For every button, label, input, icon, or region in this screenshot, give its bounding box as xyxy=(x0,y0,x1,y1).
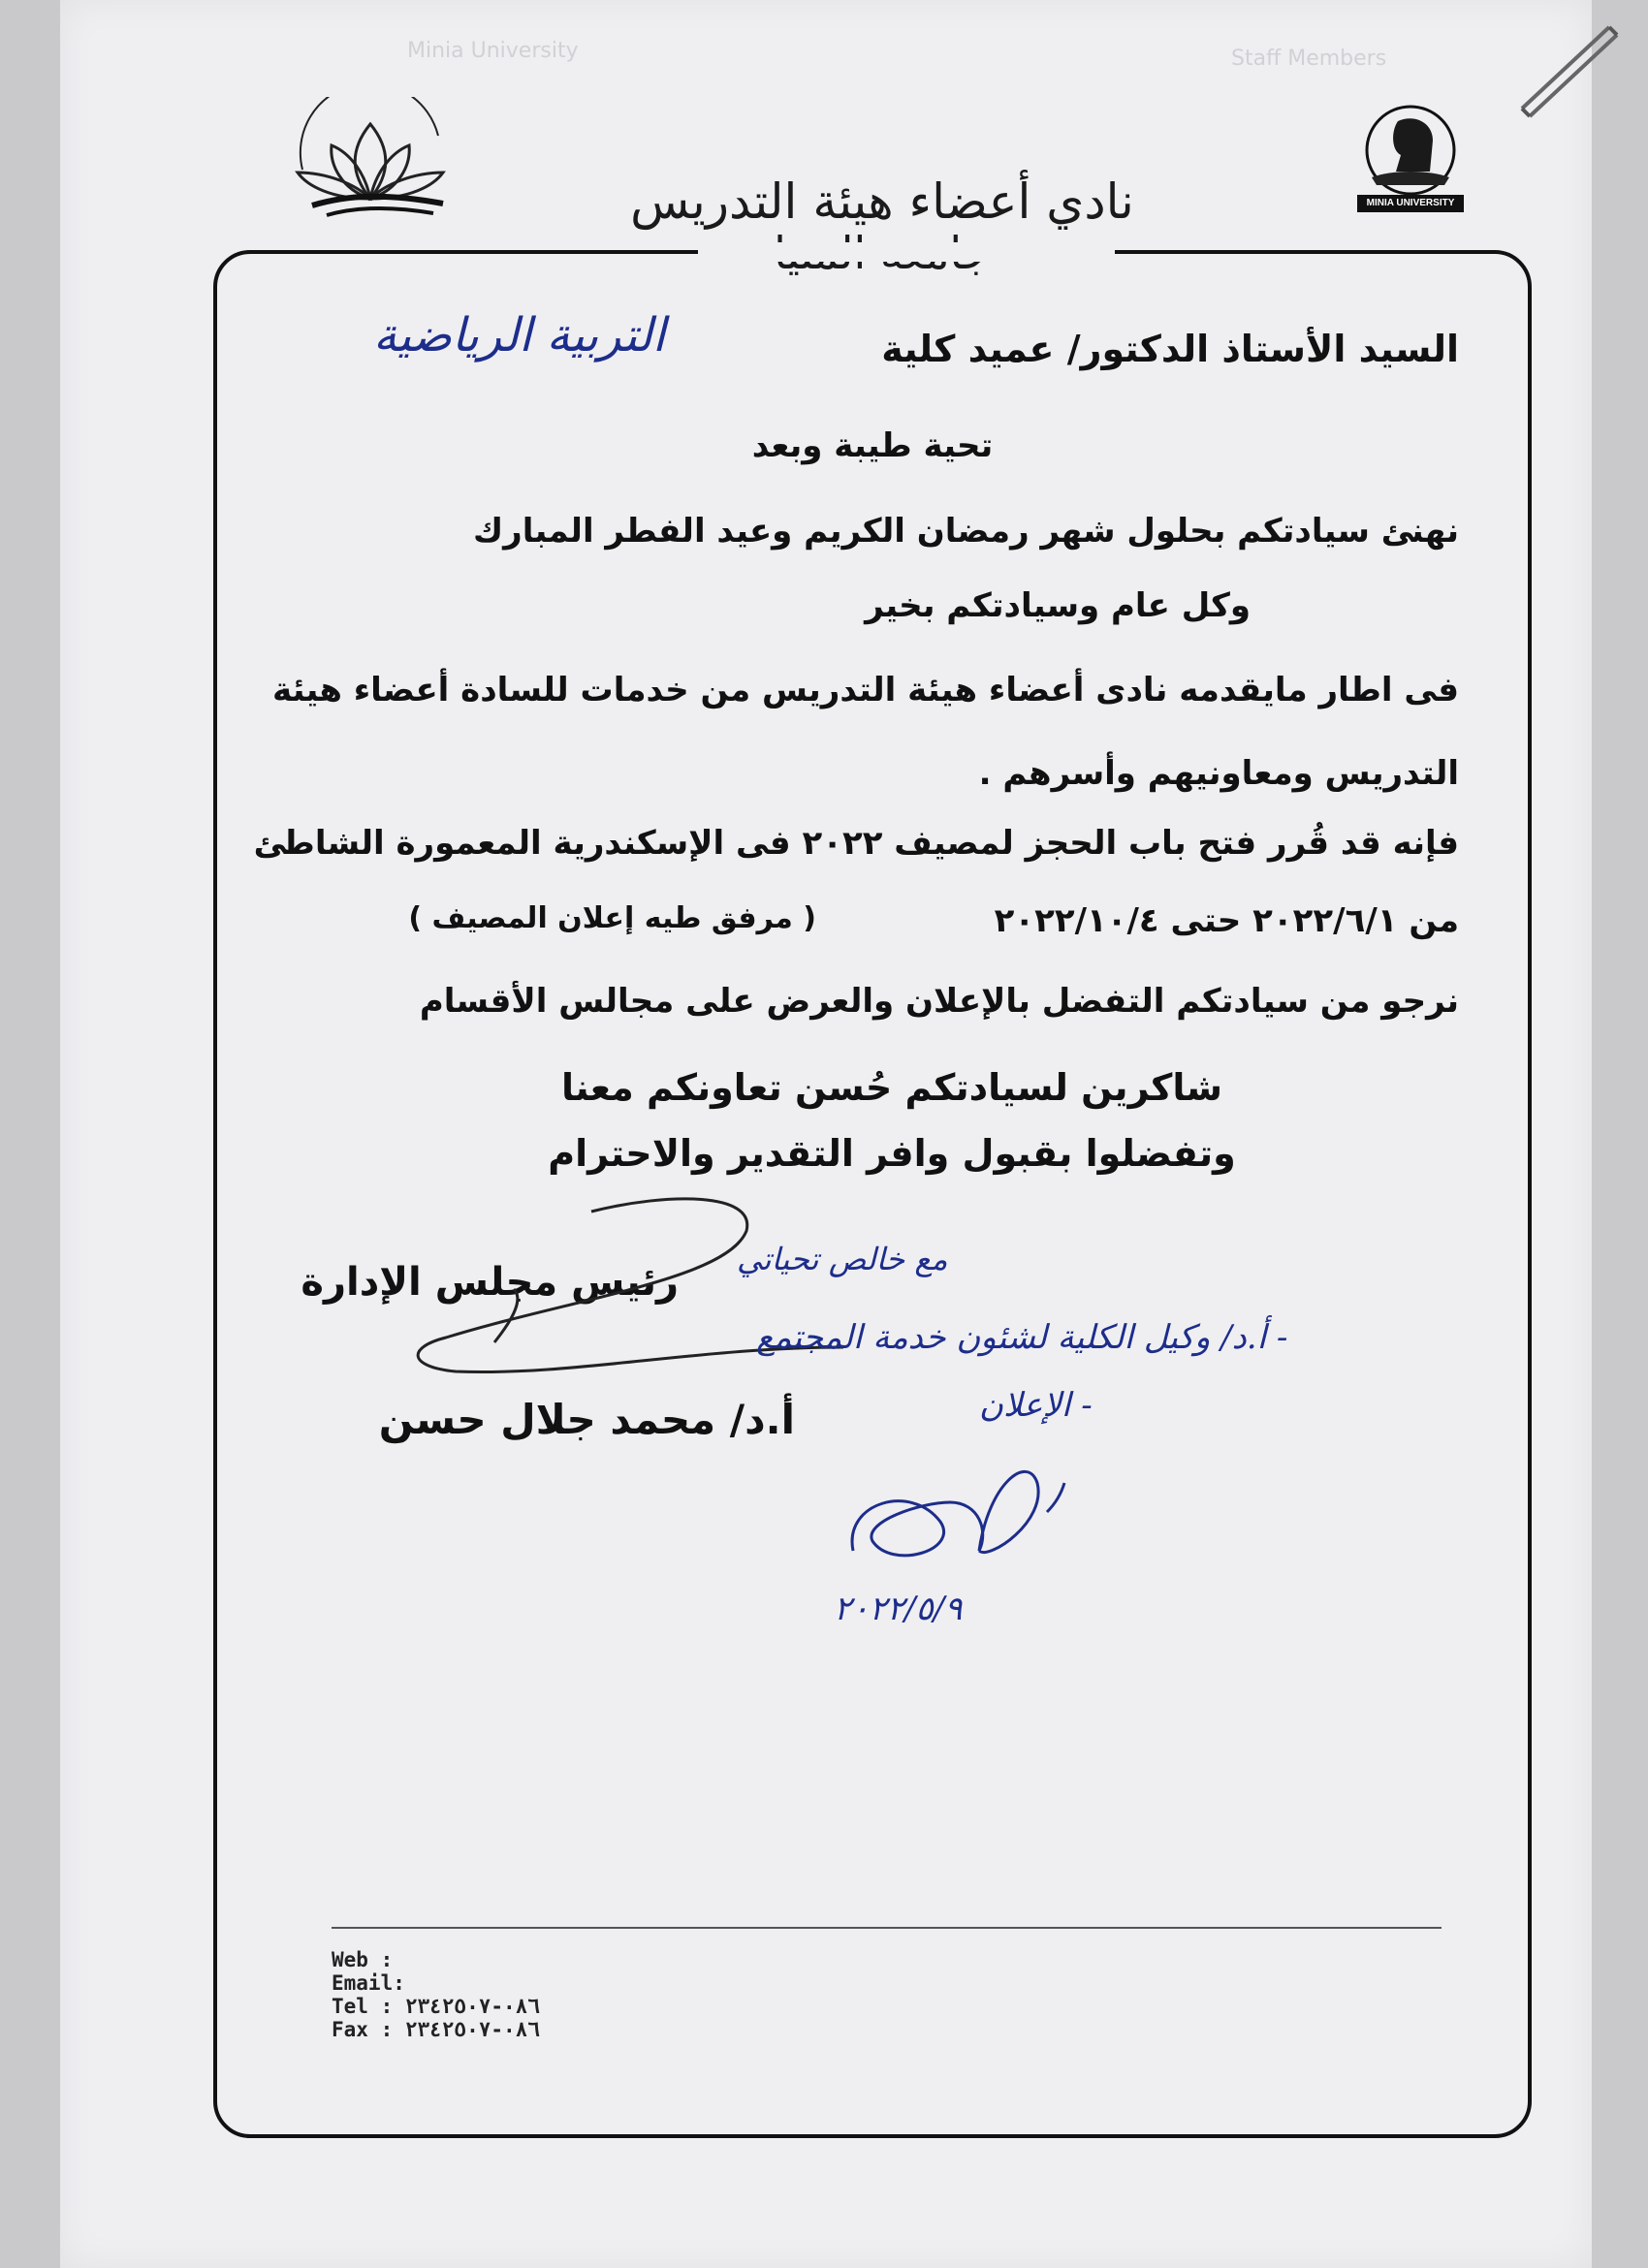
signature-name: أ.د/ محمد جلال حسن xyxy=(378,1396,795,1443)
body-line-6-dates: من ٢٠٢٢/٦/١ حتى ٢٠٢٢/١٠/٤ xyxy=(994,901,1459,940)
bleed-through-left: Minia University xyxy=(407,39,579,63)
contact-block xyxy=(332,1948,622,2041)
body-line-6-note: ( مرفق طيه إعلان المصيف ) xyxy=(408,901,816,935)
annotation-date: ٢٠٢٢/٥/٩ xyxy=(834,1590,963,1628)
body-line-4: التدريس ومعاونيهم وأسرهم . xyxy=(978,754,1459,793)
minia-university-logo xyxy=(1347,102,1474,218)
signature-scribble-icon xyxy=(378,1173,960,1396)
annotation-line-1: - أ.د/ وكيل الكلية لشئون خدمة المجتمع xyxy=(756,1318,1288,1357)
contact-email: Email: xyxy=(332,1971,405,1995)
body-line-5: فإنه قد قُرر فتح باب الحجز لمصيف ٢٠٢٢ فى الإسكندرية المعمورة الشاطئ xyxy=(253,824,1459,863)
thanks-line-1: شاكرين لسيادتكم حُسن تعاونكم معنا xyxy=(561,1066,1222,1109)
university-logo-caption: MINIA UNIVERSITY xyxy=(1366,198,1455,208)
salutation: السيد الأستاذ الدكتور/ عميد كلية xyxy=(881,328,1459,370)
body-line-2: وكل عام وسيادتكم بخير xyxy=(865,586,1251,625)
handwritten-faculty: التربية الرياضية xyxy=(373,308,666,362)
handwritten-greeting: مع خالص تحياتي xyxy=(737,1241,948,1277)
body-line-7: نرجو من سيادتكم التفضل بالإعلان والعرض على مجالس الأقسام xyxy=(419,982,1459,1021)
footer-rule xyxy=(332,1927,1442,1929)
thanks-line-2: وتفضلوا بقبول وافر التقدير والاحترام xyxy=(548,1132,1236,1175)
annotation-line-2: - الإعلان xyxy=(979,1386,1093,1425)
club-name: نادي أعضاء هيئة التدريس xyxy=(630,173,1134,230)
contact-fax: Fax : ٠٨٦-٢٣٤٢٥٠٧ xyxy=(332,2018,540,2041)
frame-gap xyxy=(698,242,1115,262)
contact-tel: Tel : ٠٨٦-٢٣٤٢٥٠٧ xyxy=(332,1995,540,2018)
club-logo xyxy=(273,97,467,223)
bleed-through-right: Staff Members xyxy=(1231,47,1387,71)
staple-icon xyxy=(1512,19,1629,136)
greeting: تحية طيبة وبعد xyxy=(751,426,994,465)
body-line-1: نهنئ سيادتكم بحلول شهر رمضان الكريم وعيد الفطر المبارك xyxy=(473,512,1459,551)
contact-web: Web : xyxy=(332,1948,394,1971)
signature-title: رئيس مجلس الإدارة xyxy=(301,1260,679,1305)
body-line-3: فى اطار مايقدمه نادى أعضاء هيئة التدريس من خدمات للسادة أعضاء هيئة xyxy=(272,671,1459,709)
